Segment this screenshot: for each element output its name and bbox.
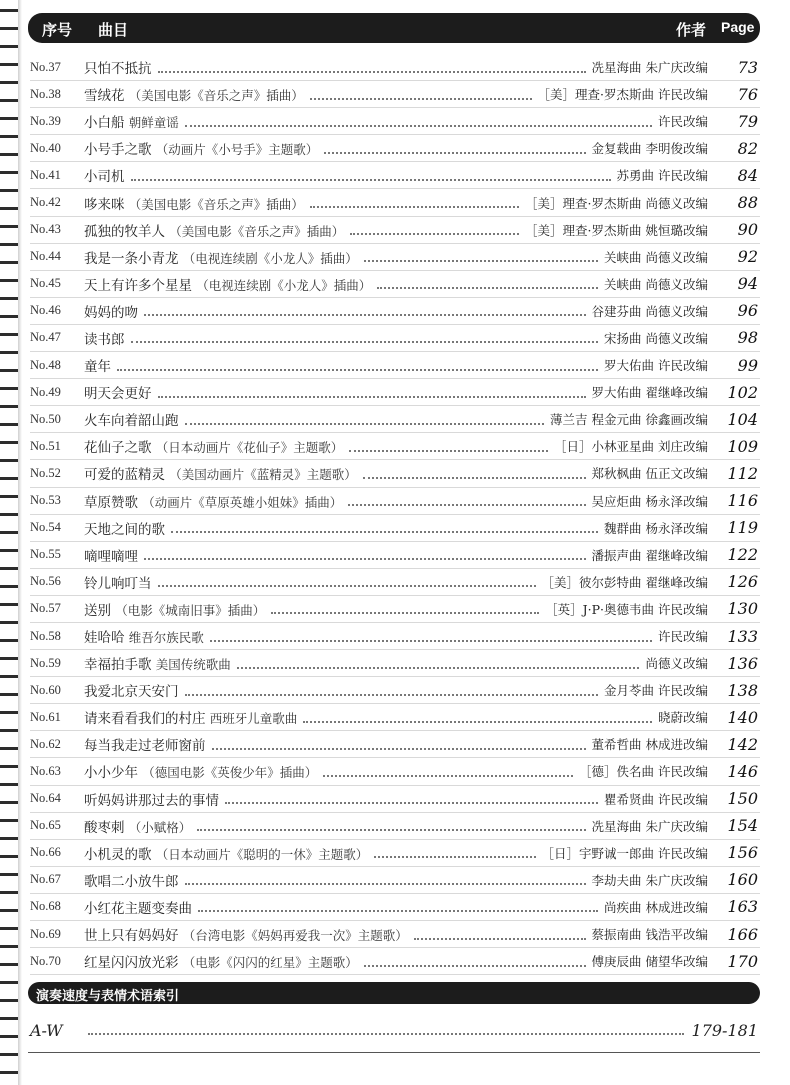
entry-page-number: 156	[727, 843, 758, 863]
leader-dots	[349, 449, 548, 452]
table-row[interactable]	[30, 758, 760, 785]
index-entry[interactable]	[30, 1016, 758, 1044]
entry-credits: 董希哲曲 林成进改编	[591, 737, 708, 753]
entry-credits: 薄兰吉 程金元曲 徐鑫画改编	[550, 412, 708, 428]
entry-title: 雪绒花 （美国电影《音乐之声》插曲）	[84, 88, 304, 105]
table-row[interactable]	[30, 54, 760, 81]
entry-subtitle: 美国传统歌曲	[155, 657, 231, 673]
leader-dots	[303, 720, 652, 723]
entry-number: No.69	[30, 926, 61, 941]
entry-title: 孤独的牧羊人 （美国电影《音乐之声》插曲）	[84, 223, 345, 240]
entry-credits: 关峡曲 尚德义改编	[604, 276, 708, 292]
table-row[interactable]	[30, 135, 760, 162]
entry-page-number: 94	[737, 274, 758, 294]
leader-dots	[144, 313, 586, 316]
entry-title: 天上有许多个星星 （电视连续剧《小龙人》插曲）	[84, 277, 372, 294]
entry-page-number: 160	[727, 870, 758, 890]
entry-subtitle: （美国电影《音乐之声》插曲）	[169, 223, 345, 239]
leader-dots	[271, 611, 539, 614]
binding-shadow	[18, 0, 22, 1085]
leader-dots	[158, 584, 536, 587]
table-row[interactable]	[30, 271, 760, 298]
entry-number: No.38	[30, 86, 61, 101]
entry-credits: 魏群曲 杨永泽改编	[604, 520, 708, 536]
header-title-label: 曲目	[98, 21, 129, 39]
entry-page-number: 136	[727, 653, 758, 673]
entry-credits: 郑秋枫曲 伍正文改编	[591, 466, 708, 482]
table-row[interactable]	[30, 217, 760, 244]
entry-page-number: 112	[727, 463, 758, 483]
entry-credits: 谷建芬曲 尚德义改编	[591, 303, 708, 319]
leader-dots	[197, 828, 585, 831]
leader-dots	[212, 747, 586, 750]
table-row[interactable]	[30, 813, 760, 840]
entry-number: No.60	[30, 682, 61, 697]
entry-subtitle: （电视连续剧《小龙人》插曲）	[196, 277, 372, 293]
entry-title: 妈妈的吻	[84, 304, 138, 321]
entry-subtitle: （电视连续剧《小龙人》插曲）	[182, 250, 358, 266]
entry-title: 可爱的蓝精灵 （美国动画片《蓝精灵》主题歌）	[84, 467, 357, 484]
entry-credits: ［美］彼尔彭特曲 翟继峰改编	[541, 574, 708, 590]
entry-page-number: 154	[727, 816, 758, 836]
entry-credits: 蔡振南曲 钱浩平改编	[591, 927, 708, 943]
entry-subtitle: 维吾尔族民歌	[128, 630, 204, 646]
entry-title: 童年	[84, 359, 111, 376]
entry-credits: 潘振声曲 翟继峰改编	[591, 547, 708, 563]
entry-credits: ［美］理查·罗杰斯曲 姚恒璐改编	[525, 222, 708, 238]
table-row[interactable]	[30, 325, 760, 352]
entry-credits: 吴应炬曲 杨永泽改编	[591, 493, 708, 509]
table-row[interactable]	[30, 948, 760, 975]
entry-page-number: 84	[737, 165, 758, 185]
entry-number: No.37	[30, 59, 61, 74]
leader-dots	[374, 855, 535, 858]
entry-credits: 关峡曲 尚德义改编	[604, 249, 708, 265]
leader-dots	[158, 70, 586, 73]
entry-title: 我爱北京天安门	[84, 684, 179, 701]
entry-page-number: 76	[737, 84, 758, 104]
entry-subtitle: 朝鲜童谣	[128, 115, 179, 131]
entry-number: No.66	[30, 845, 61, 860]
entry-page-number: 109	[727, 436, 758, 456]
entry-page-number: 140	[727, 707, 758, 727]
table-row[interactable]	[30, 569, 760, 596]
entry-page-number: 116	[727, 491, 758, 511]
index-label: A-W	[30, 1020, 63, 1040]
entry-number: No.47	[30, 330, 61, 345]
leader-dots	[363, 476, 586, 479]
table-row[interactable]	[30, 786, 760, 813]
entry-title: 花仙子之歌 （日本动画片《花仙子》主题歌）	[84, 440, 344, 457]
leader-dots	[377, 286, 598, 289]
table-row[interactable]	[30, 731, 760, 758]
header-number-label: 序号	[42, 21, 73, 39]
entry-number: No.56	[30, 574, 61, 589]
entry-page-number: 92	[737, 247, 758, 267]
entry-title: 草原赞歌 （动画片《草原英雄小姐妹》插曲）	[84, 494, 343, 511]
table-row[interactable]	[30, 352, 760, 379]
entry-title: 天地之间的歌	[84, 521, 165, 538]
entry-subtitle: （动画片《草原英雄小姐妹》插曲）	[142, 494, 343, 510]
entry-credits: ［德］佚名曲 许民改编	[579, 764, 708, 780]
entry-title: 小机灵的歌 （日本动画片《聪明的一休》主题歌）	[84, 846, 369, 863]
entry-subtitle: （美国动画片《蓝精灵》主题歌）	[169, 467, 357, 483]
entry-title: 歌唱二小放牛郎	[84, 873, 179, 890]
entry-credits: 尚德义改编	[645, 656, 708, 672]
entry-credits: 许民改编	[657, 114, 708, 130]
entry-credits: 冼星海曲 朱广庆改编	[591, 818, 708, 834]
entry-number: No.68	[30, 899, 61, 914]
entry-number: No.63	[30, 763, 61, 778]
entry-number: No.59	[30, 655, 61, 670]
entry-number: No.55	[30, 547, 61, 562]
entry-number: No.51	[30, 438, 61, 453]
entry-number: No.67	[30, 872, 61, 887]
table-row[interactable]	[30, 189, 760, 216]
table-row[interactable]	[30, 677, 760, 704]
bottom-rule	[28, 1052, 760, 1053]
entry-title: 小红花主题变奏曲	[84, 900, 192, 917]
table-row[interactable]	[30, 406, 760, 433]
entry-page-number: 88	[737, 193, 758, 213]
entry-page-number: 104	[727, 409, 758, 429]
table-row[interactable]	[30, 596, 760, 623]
entry-subtitle: （动画片《小号手》主题歌）	[155, 142, 319, 158]
leader-dots	[144, 557, 586, 560]
entry-subtitle: （小赋格）	[128, 819, 192, 835]
table-row[interactable]	[30, 650, 760, 677]
entry-number: No.46	[30, 303, 61, 318]
leader-dots	[185, 693, 599, 696]
entry-page-number: 138	[727, 680, 758, 700]
entry-number: No.52	[30, 465, 61, 480]
entry-credits: 罗大佑曲 翟继峰改编	[591, 385, 708, 401]
entry-page-number: 73	[737, 57, 758, 77]
entry-subtitle: （电影《闪闪的红星》主题歌）	[182, 955, 358, 971]
entry-credits: 金月苓曲 许民改编	[604, 683, 708, 699]
entry-title: 每当我走过老师窗前	[84, 738, 206, 755]
header-page-label: Page	[721, 19, 755, 35]
entry-title: 哆来咪 （美国电影《音乐之声》插曲）	[84, 196, 304, 213]
leader-dots	[348, 503, 585, 506]
contents-list	[30, 54, 760, 975]
entry-page-number: 82	[737, 138, 758, 158]
entry-number: No.39	[30, 113, 61, 128]
entry-number: No.54	[30, 520, 61, 535]
entry-page-number: 79	[737, 111, 758, 131]
table-row[interactable]	[30, 867, 760, 894]
leader-dots	[117, 368, 598, 371]
entry-number: No.61	[30, 709, 61, 724]
entry-credits: ［日］小林亚星曲 刘庄改编	[554, 439, 708, 455]
table-row[interactable]	[30, 460, 760, 487]
leader-dots	[310, 205, 519, 208]
entry-title: 明天会更好	[84, 386, 152, 403]
leader-dots	[185, 124, 652, 127]
leader-dots	[171, 530, 598, 533]
entry-page-number: 146	[727, 761, 758, 781]
entry-number: No.41	[30, 167, 61, 182]
leader-dots	[131, 178, 611, 181]
entry-credits: 罗大佑曲 许民改编	[604, 358, 708, 374]
entry-credits: 李劫夫曲 朱广庆改编	[591, 872, 708, 888]
entry-page-number: 130	[727, 599, 758, 619]
entry-credits: ［日］宇野诚一郎曲 许民改编	[541, 845, 708, 861]
table-row[interactable]	[30, 244, 760, 271]
entry-subtitle: 西班牙儿童歌曲	[209, 711, 298, 727]
entry-subtitle: （电影《城南旧事》插曲）	[115, 602, 266, 618]
entry-credits: 金复载曲 李明俊改编	[591, 141, 708, 157]
entry-page-number: 98	[737, 328, 758, 348]
entry-title: 我是一条小青龙 （电视连续剧《小龙人》插曲）	[84, 250, 358, 267]
entry-title: 小白船 朝鲜童谣	[84, 115, 179, 132]
entry-subtitle: （美国电影《音乐之声》插曲）	[128, 196, 304, 212]
table-row[interactable]	[30, 515, 760, 542]
entry-page-number: 96	[737, 301, 758, 321]
entry-page-number: 90	[737, 220, 758, 240]
entry-credits: 苏勇曲 许民改编	[616, 168, 708, 184]
entry-number: No.50	[30, 411, 61, 426]
leader-dots	[237, 666, 640, 669]
table-row[interactable]	[30, 840, 760, 867]
entry-number: No.40	[30, 140, 61, 155]
leader-dots	[414, 937, 586, 940]
entry-credits: ［英］J·P·奥德韦曲 许民改编	[545, 601, 708, 617]
entry-subtitle: （美国电影《音乐之声》插曲）	[128, 88, 304, 104]
leader-dots	[324, 151, 585, 154]
leader-dots	[185, 882, 586, 885]
entry-credits: 瞿希贤曲 许民改编	[604, 791, 708, 807]
table-row[interactable]	[30, 921, 760, 948]
entry-credits: 宋扬曲 尚德义改编	[604, 330, 708, 346]
table-row[interactable]	[30, 623, 760, 650]
entry-title: 小司机	[84, 169, 125, 186]
table-row[interactable]	[30, 81, 760, 108]
entry-page-number: 150	[727, 789, 758, 809]
entry-number: No.70	[30, 953, 61, 968]
entry-number: No.48	[30, 357, 61, 372]
entry-page-number: 163	[727, 897, 758, 917]
table-row[interactable]	[30, 298, 760, 325]
entry-subtitle: （日本动画片《花仙子》主题歌）	[155, 440, 344, 456]
entry-number: No.42	[30, 195, 61, 210]
entry-page-number: 126	[727, 572, 758, 592]
leader-dots	[131, 340, 599, 343]
entry-subtitle: （日本动画片《聪明的一休》主题歌）	[155, 846, 369, 862]
entry-page-number: 166	[727, 924, 758, 944]
entry-subtitle: （德国电影《英俊少年》插曲）	[142, 765, 318, 781]
leader-dots	[350, 232, 519, 235]
entry-page-number: 99	[737, 355, 758, 375]
entry-number: No.65	[30, 818, 61, 833]
leader-dots	[364, 259, 598, 262]
entry-number: No.44	[30, 249, 61, 264]
entry-credits: ［美］理查·罗杰斯曲 许民改编	[537, 87, 708, 103]
header-author-label: 作者	[676, 21, 707, 39]
leader-dots	[198, 909, 598, 912]
entry-number: No.64	[30, 791, 61, 806]
entry-title: 小号手之歌 （动画片《小号手》主题歌）	[84, 142, 319, 159]
entry-title: 读书郎	[84, 331, 125, 348]
entry-subtitle: （台湾电影《妈妈再爱我一次》主题歌）	[182, 928, 408, 944]
entry-page-number: 133	[727, 626, 758, 646]
leader-dots	[225, 801, 598, 804]
leader-dots	[158, 395, 586, 398]
table-row[interactable]	[30, 488, 760, 515]
entry-credits: 尚疾曲 林成进改编	[604, 899, 708, 915]
entry-credits: 傅庚辰曲 储望华改编	[591, 954, 708, 970]
leader-dots	[185, 422, 545, 425]
section-title: 演奏速度与表情术语索引	[36, 989, 180, 1004]
table-row[interactable]	[30, 162, 760, 189]
entry-number: No.49	[30, 384, 61, 399]
table-row[interactable]	[30, 433, 760, 460]
entry-title: 火车向着韶山跑	[84, 413, 179, 430]
entry-title: 嘀哩嘀哩	[84, 548, 138, 565]
table-row[interactable]	[30, 704, 760, 731]
entry-title: 酸枣刺 （小赋格）	[84, 819, 192, 836]
leader-dots	[210, 639, 652, 642]
leader-dots	[364, 964, 586, 967]
entry-number: No.57	[30, 601, 61, 616]
entry-number: No.58	[30, 628, 61, 643]
table-header	[28, 13, 760, 43]
entry-page-number: 102	[727, 382, 758, 402]
entry-page-number: 170	[727, 951, 758, 971]
entry-credits: 许民改编	[657, 629, 708, 645]
entry-number: No.45	[30, 276, 61, 291]
leader-dots	[323, 774, 573, 777]
table-row[interactable]	[30, 894, 760, 921]
entry-title: 娃哈哈 维吾尔族民歌	[84, 630, 204, 647]
index-page-number: 179-181	[691, 1020, 758, 1040]
entry-number: No.53	[30, 493, 61, 508]
entry-title: 世上只有妈妈好 （台湾电影《妈妈再爱我一次》主题歌）	[84, 928, 408, 945]
entry-credits: ［美］理查·罗杰斯曲 尚德义改编	[525, 195, 708, 211]
entry-number: No.43	[30, 222, 61, 237]
entry-title: 铃儿响叮当	[84, 575, 152, 592]
entry-title: 听妈妈讲那过去的事情	[84, 792, 219, 809]
section-header	[28, 982, 760, 1004]
table-row[interactable]	[30, 379, 760, 406]
entry-title: 只怕不抵抗	[84, 61, 152, 78]
table-row[interactable]	[30, 542, 760, 569]
table-row[interactable]	[30, 108, 760, 135]
entry-page-number: 122	[727, 545, 758, 565]
entry-credits: 冼星海曲 朱广庆改编	[591, 60, 708, 76]
entry-number: No.62	[30, 736, 61, 751]
entry-page-number: 119	[727, 518, 758, 538]
entry-page-number: 142	[727, 734, 758, 754]
leader-dots	[310, 97, 532, 100]
entry-title: 幸福拍手歌 美国传统歌曲	[84, 657, 231, 674]
entry-title: 请来看看我们的村庄 西班牙儿童歌曲	[84, 711, 298, 728]
leader-dots	[88, 1033, 684, 1035]
entry-title: 送别 （电影《城南旧事》插曲）	[84, 602, 266, 619]
entry-title: 小小少年 （德国电影《英俊少年》插曲）	[84, 765, 318, 782]
entry-credits: 晓蔚改编	[657, 710, 708, 726]
entry-title: 红星闪闪放光彩 （电影《闪闪的红星》主题歌）	[84, 955, 358, 972]
